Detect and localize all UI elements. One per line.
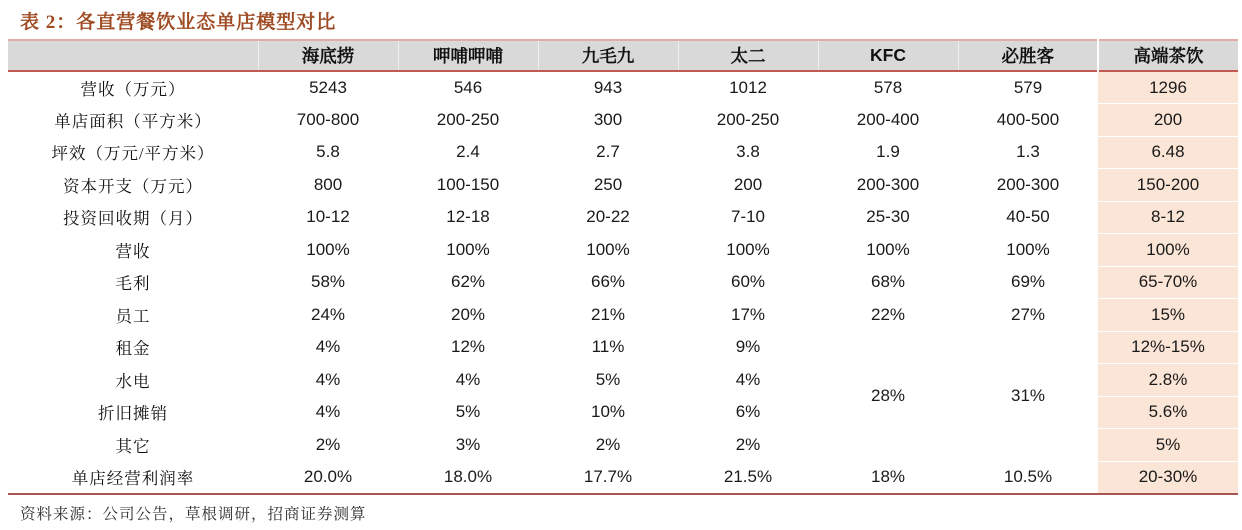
table-cell: 68% — [870, 272, 906, 292]
table-cell: 200-300 — [856, 174, 920, 194]
table-cell: 100% — [446, 239, 490, 259]
table-cell: 250 — [593, 174, 623, 194]
page-title: 表 2：各直营餐饮业态单店模型对比 — [20, 12, 337, 33]
table-cell: 800 — [313, 174, 343, 194]
column-header-kfc: KFC — [818, 40, 958, 71]
table-cell: 546 — [453, 77, 483, 97]
table-cell: 20-22 — [586, 207, 630, 227]
table-cell: 3% — [455, 434, 481, 454]
table-cell-highlight: 65-70% — [1098, 266, 1238, 299]
table-cell: 4% — [455, 369, 481, 389]
row-label: 投资回收期（月） — [63, 209, 203, 229]
table-cell: 17.7% — [583, 466, 633, 486]
table-cell-highlight: 6.48 — [1098, 136, 1238, 169]
table-cell: 12% — [450, 337, 486, 357]
column-header-xiabuxiabu: 呷哺呷哺 — [398, 40, 538, 71]
table-row-rent-pct — [8, 331, 1238, 364]
row-label: 其它 — [115, 436, 151, 456]
table-cell: 60% — [730, 272, 766, 292]
table-cell: 700-800 — [296, 109, 360, 129]
row-label: 毛利 — [115, 274, 151, 294]
table-cell-highlight: 200 — [1098, 104, 1238, 137]
table-cell: 21.5% — [723, 466, 773, 486]
table-cell: 24% — [310, 304, 346, 324]
table-cell: 4% — [315, 369, 341, 389]
table-cell-highlight: 5% — [1098, 429, 1238, 462]
table-cell: 10-12 — [306, 207, 350, 227]
merged-cell-pizzahut-costs: 31% — [958, 331, 1098, 461]
table-row-payback-period — [8, 201, 1238, 234]
table-cell: 100% — [866, 239, 910, 259]
table-cell: 579 — [1013, 77, 1043, 97]
row-label: 营收 — [115, 241, 151, 261]
table-cell-highlight: 12%-15% — [1098, 331, 1238, 364]
row-label: 营收（万元） — [80, 79, 186, 99]
table-cell: 100% — [1006, 239, 1050, 259]
table-cell: 200-250 — [436, 109, 500, 129]
table-row-revenue — [8, 71, 1238, 104]
single-store-model-table — [8, 39, 1238, 495]
table-cell: 5% — [595, 369, 621, 389]
merged-cell-kfc-costs: 28% — [818, 331, 958, 461]
column-header-jiumaojiu: 九毛九 — [538, 40, 678, 71]
table-cell: 100% — [726, 239, 770, 259]
table-row-operating-margin — [8, 461, 1238, 494]
table-cell: 2% — [595, 434, 621, 454]
row-label: 折旧摊销 — [98, 404, 168, 424]
table-cell: 1012 — [729, 77, 767, 97]
table-cell-highlight: 5.6% — [1098, 396, 1238, 429]
table-cell: 100% — [586, 239, 630, 259]
row-label: 员工 — [115, 306, 151, 326]
row-label: 租金 — [115, 339, 151, 359]
table-cell: 943 — [593, 77, 623, 97]
table-cell: 2.4 — [456, 142, 480, 162]
table-cell: 17% — [730, 304, 766, 324]
table-row-store-area — [8, 104, 1238, 137]
table-cell: 2.7 — [596, 142, 620, 162]
table-cell: 578 — [873, 77, 903, 97]
column-header-pizzahut: 必胜客 — [958, 40, 1098, 71]
table-cell-highlight: 1296 — [1098, 71, 1238, 104]
table-cell: 5% — [455, 402, 481, 422]
table-cell: 66% — [590, 272, 626, 292]
table-cell: 1.9 — [876, 142, 900, 162]
table-cell: 18% — [870, 466, 906, 486]
source-note: 资料来源：公司公告，草根调研，招商证券测算 — [20, 505, 367, 523]
row-label: 单店经营利润率 — [71, 468, 195, 488]
table-cell: 27% — [1010, 304, 1046, 324]
row-label: 资本开支（万元） — [63, 176, 203, 196]
table-cell: 62% — [450, 272, 486, 292]
table-cell: 20% — [450, 304, 486, 324]
table-cell: 2% — [735, 434, 761, 454]
table-cell: 200-300 — [996, 174, 1060, 194]
table-row-staff-pct — [8, 299, 1238, 332]
table-cell: 9% — [735, 337, 761, 357]
column-header-premium-tea: 高端茶饮 — [1098, 40, 1238, 71]
table-cell-highlight: 100% — [1098, 234, 1238, 267]
table-cell: 1.3 — [1016, 142, 1040, 162]
table-cell: 4% — [315, 337, 341, 357]
table-cell: 5.8 — [316, 142, 340, 162]
table-cell: 18.0% — [443, 466, 493, 486]
table-cell-highlight: 8-12 — [1098, 201, 1238, 234]
table-cell: 4% — [315, 402, 341, 422]
table-cell: 10% — [590, 402, 626, 422]
table-cell-highlight: 15% — [1098, 299, 1238, 332]
table-cell: 200-250 — [716, 109, 780, 129]
table-cell: 11% — [591, 337, 625, 357]
table-cell: 100% — [306, 239, 350, 259]
table-cell: 200-400 — [856, 109, 920, 129]
table-row-gross-margin — [8, 266, 1238, 299]
table-cell: 5243 — [309, 77, 347, 97]
table-cell: 400-500 — [996, 109, 1060, 129]
row-label: 坪效（万元/平方米） — [51, 144, 215, 164]
table-cell-highlight: 20-30% — [1098, 461, 1238, 494]
table-cell: 25-30 — [866, 207, 910, 227]
table-row-sales-per-sqm — [8, 136, 1238, 169]
table-cell-highlight: 150-200 — [1098, 169, 1238, 202]
table-cell: 7-10 — [730, 207, 766, 227]
table-cell: 300 — [593, 109, 623, 129]
table-row-revenue-pct — [8, 234, 1238, 267]
table-cell: 100-150 — [436, 174, 500, 194]
table-cell: 3.8 — [736, 142, 760, 162]
table-cell: 12-18 — [446, 207, 490, 227]
column-header-taier: 太二 — [678, 40, 818, 71]
table-cell: 69% — [1010, 272, 1046, 292]
table-row-capex — [8, 169, 1238, 202]
table-cell: 10.5% — [1003, 466, 1053, 486]
row-label: 水电 — [115, 371, 151, 391]
table-cell-highlight: 2.8% — [1098, 364, 1238, 397]
table-cell: 58% — [310, 272, 346, 292]
table-cell: 6% — [735, 402, 761, 422]
table-cell: 200 — [733, 174, 763, 194]
table-cell: 21% — [590, 304, 626, 324]
table-cell: 20.0% — [303, 466, 353, 486]
table-cell: 40-50 — [1006, 207, 1050, 227]
table-cell: 4% — [735, 369, 761, 389]
table-cell: 22% — [870, 304, 906, 324]
column-header-haidilao: 海底捞 — [258, 40, 398, 71]
header-row — [8, 40, 1238, 71]
column-header-blank — [8, 40, 258, 71]
table-cell: 2% — [315, 434, 341, 454]
row-label: 单店面积（平方米） — [54, 111, 212, 131]
